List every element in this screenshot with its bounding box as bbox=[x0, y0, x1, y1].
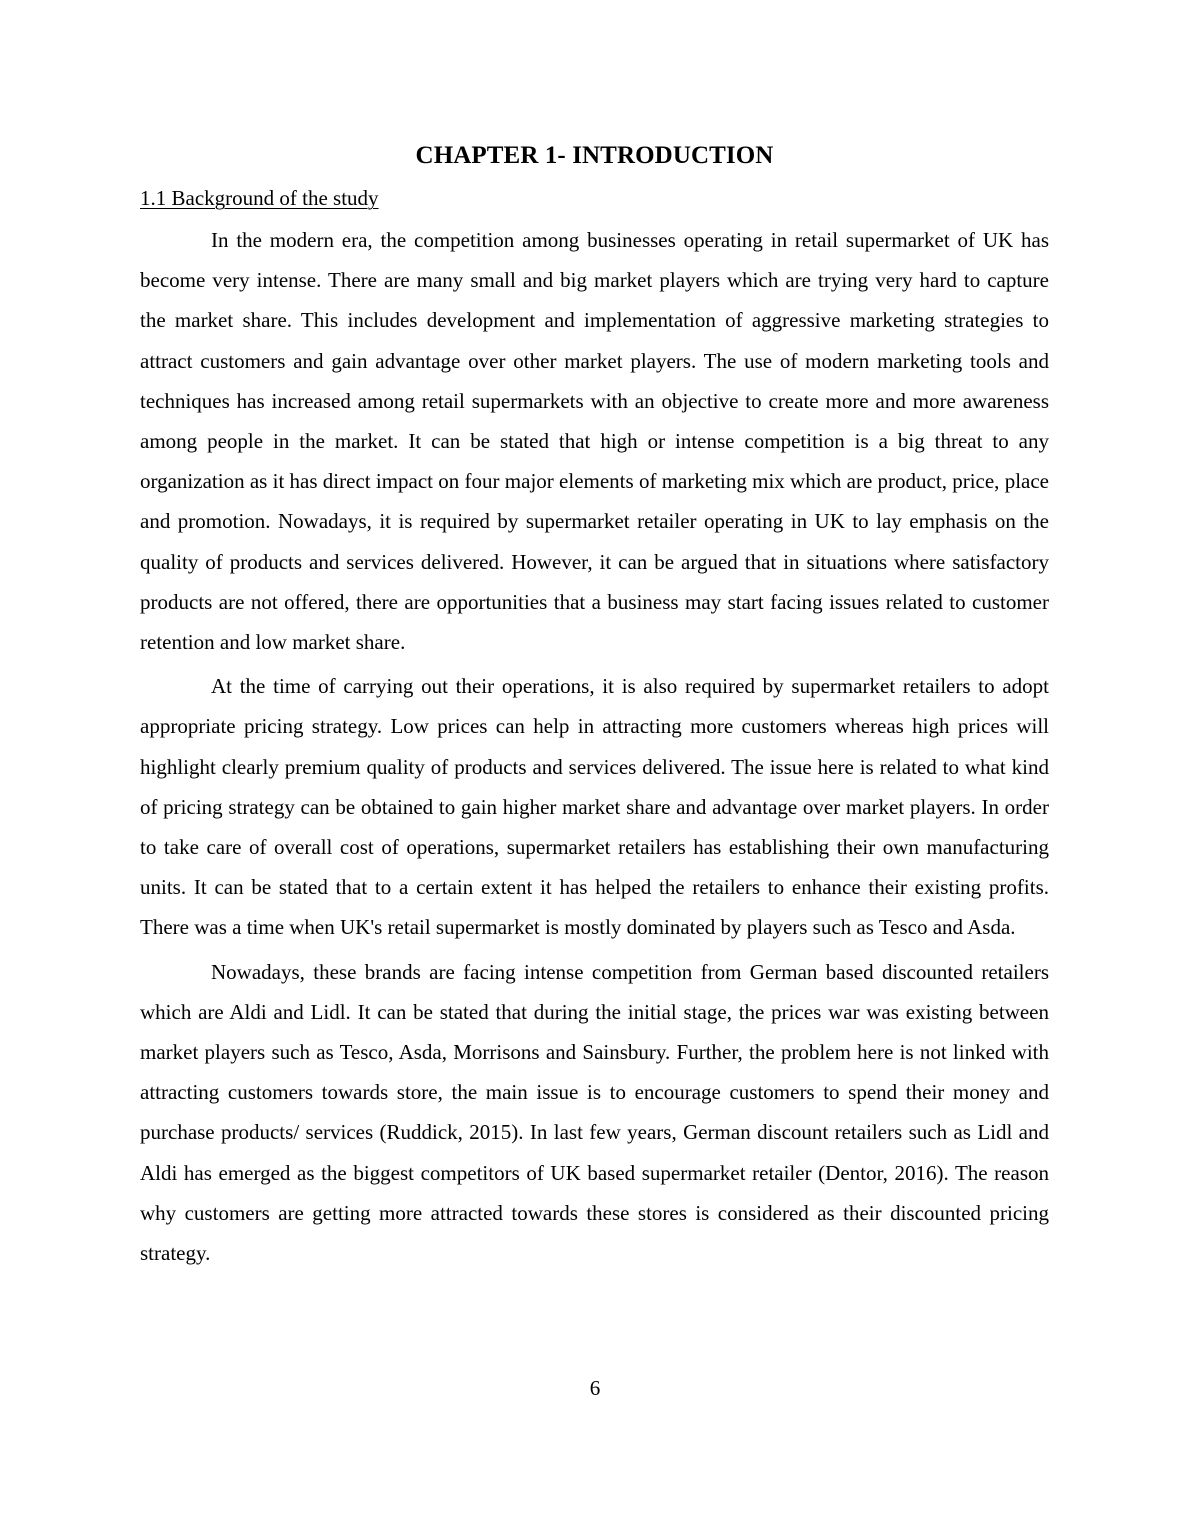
body-paragraph-1: In the modern era, the competition among businesses operating in retail supermarket of UK has become very intense. There are many small and big market players which are trying very hard to capture the market share. This includes development and implementation of aggressive marketing strategies to attract customers and gain advantage over other market players. The use of modern marketing tools and techniques has increased among retail supermarkets with an objective to create more and more awareness among people in the market. It can be stated that high or intense competition is a big threat to any organization as it has direct impact on four major elements of marketing mix which are product, price, place and promotion. Nowadays, it is required by supermarket retailer operating in UK to lay emphasis on the quality of products and services delivered. However, it can be argued that in situations where satisfactory products are not offered, there are opportunities that a business may start facing issues related to customer retention and low market share. bbox=[140, 228, 1049, 655]
chapter-title: CHAPTER 1- INTRODUCTION bbox=[415, 142, 774, 169]
page-content bbox=[140, 138, 1049, 1273]
page-number: 6 bbox=[589, 1376, 601, 1400]
body-paragraph-2: At the time of carrying out their operations, it is also required by supermarket retailers to adopt appropriate pricing strategy. Low prices can help in attracting more customers whereas high prices will highlight clearly premium quality of products and services delivered. The issue here is related to what kind of pricing strategy can be obtained to gain higher market share and advantage over market players. In order to take care of overall cost of operations, supermarket retailers has establishing their own manufacturing units. It can be stated that to a certain extent it has helped the retailers to enhance their existing profits. There was a time when UK's retail supermarket is mostly dominated by players such as Tesco and Asda. bbox=[140, 674, 1049, 940]
section-heading bbox=[140, 180, 1049, 216]
section-heading-text: 1.1 Background of the study bbox=[140, 186, 379, 210]
body-paragraph-3: Nowadays, these brands are facing intense competition from German based discounted retailers which are Aldi and Lidl. It can be stated that during the initial stage, the prices war was existing between market players such as Tesco, Asda, Morrisons and Sainsbury. Further, the problem here is not linked with attracting customers towards store, the main issue is to encourage customers to spend their money and purchase products/ services (Ruddick, 2015). In last few years, German discount retailers such as Lidl and Aldi has emerged as the biggest competitors of UK based supermarket retailer (Dentor, 2016). The reason why customers are getting more attracted towards these stores is considered as their discounted pricing strategy. bbox=[140, 959, 1049, 1266]
